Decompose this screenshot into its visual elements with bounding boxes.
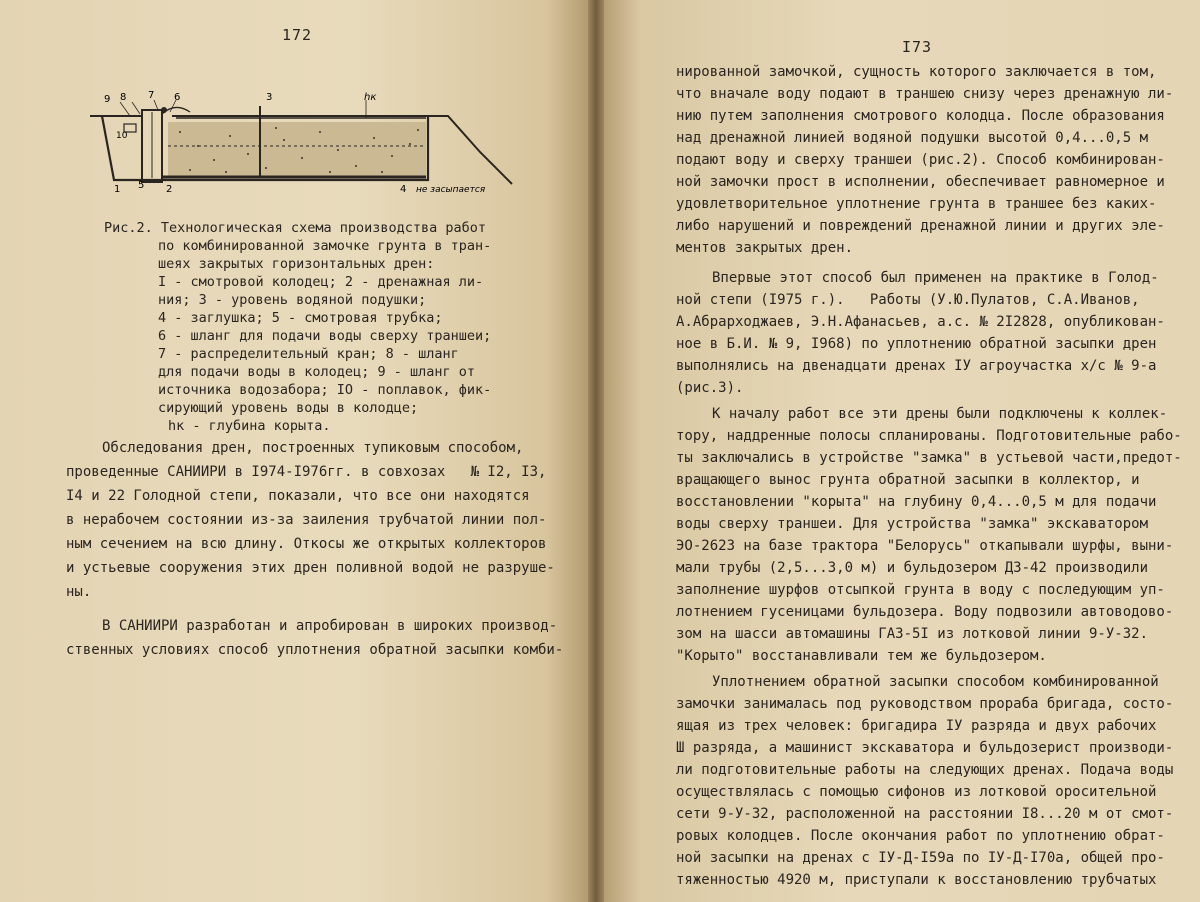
figure-label: 7	[148, 90, 155, 101]
text-line: ящая из трех человек: бригадира IУ разряда и двух рабочих	[676, 718, 1157, 734]
text-line: ментов закрытых дрен.	[676, 240, 854, 256]
caption-line: Рис.2. Технологическая схема производства работ	[104, 220, 487, 236]
text-line: и устьевые сооружения этих дрен поливной водой не разруше-	[66, 560, 555, 576]
figure-label: 9	[104, 94, 111, 105]
page-number: 172	[282, 26, 313, 44]
text-line: замочки занималась под руководством прораба бригада, состо-	[676, 696, 1174, 712]
text-line: ли подготовительные работы на следующих дренах. Подача воды	[676, 762, 1174, 778]
figure-label: 6	[174, 92, 181, 103]
text-line: нию путем заполнения смотрового колодца. После образования	[676, 108, 1165, 124]
text-line: в нерабочем состоянии из-за заиления трубчатой линии пол-	[66, 512, 547, 528]
text-line: воды сверху траншеи. Для устройства "замка" экскаватором	[676, 516, 1149, 532]
text-line: ное в Б.И. № 9, I968) по уплотнению обратной засыпки дрен	[676, 336, 1157, 352]
text-line: осуществлялась с помощью сифонов из лотковой оросительной	[676, 784, 1157, 800]
caption-line: ния; 3 - уровень водяной подушки;	[158, 292, 427, 308]
text-line: "Корыто" восстанавливали тем же бульдозером.	[676, 648, 1047, 664]
figure-label: 2	[166, 184, 173, 195]
text-line: сети 9-У-32, расположенной на расстоянии I8...20 м от смот-	[676, 806, 1174, 822]
figure-label: hк	[364, 92, 377, 103]
caption-line: сирующий уровень воды в колодце;	[158, 400, 419, 416]
right-page	[604, 0, 1200, 902]
text-line: тяженностью 4920 м, приступали к восстановлению трубчатых	[676, 872, 1157, 888]
figure-label: 4	[400, 184, 407, 195]
text-line: Уплотнением обратной засыпки способом комбинированной	[712, 674, 1159, 690]
text-line: восстановлении "корыта" на глубину 0,4...0,5 м для подачи	[676, 494, 1157, 510]
figure-label: 8	[120, 92, 127, 103]
text-line: подают воду и сверху траншеи (рис.2). Способ комбинирован-	[676, 152, 1165, 168]
text-line: что вначале воду подают в траншею снизу через дренажную ли-	[676, 86, 1174, 102]
figure-label: 3	[266, 92, 273, 103]
text-line: нированной замочкой, сущность которого заключается в том,	[676, 64, 1157, 80]
text-line: К началу работ все эти дрены были подключены к коллек-	[712, 406, 1168, 422]
text-line: ЭО-2623 на базе трактора "Белорусь" откапывали шурфы, выни-	[676, 538, 1174, 554]
text-line: ной засыпки на дренах с IУ-Д-I59а по IУ-Д-I70а, общей про-	[676, 850, 1165, 866]
caption-line: для подачи воды в колодец; 9 - шланг от	[158, 364, 475, 380]
text-line: В САНИИРИ разработан и апробирован в широких производ-	[102, 618, 558, 634]
text-line: ты заключались в устройстве "замка" в устьевой части,предот-	[676, 450, 1182, 466]
caption-line: I - смотровой колодец; 2 - дренажная ли-	[158, 274, 484, 290]
text-line: лотнением гусеницами бульдозера. Воду подвозили автоводово-	[676, 604, 1174, 620]
text-line: ным сечением на всю длину. Откосы же открытых коллекторов	[66, 536, 547, 552]
backfill-soil	[168, 122, 426, 178]
caption-line: 7 - распределительный кран; 8 - шланг	[158, 346, 459, 362]
text-line: ной степи (I975 г.). Работы (У.Ю.Пулатов, С.А.Иванов,	[676, 292, 1140, 308]
left-page	[0, 0, 588, 902]
text-line: ны.	[66, 584, 92, 600]
figure-label: 5	[138, 180, 145, 191]
page-number: I73	[902, 38, 933, 56]
figure-label: 1	[114, 184, 121, 195]
caption-line: 6 - шланг для подачи воды сверху траншеи;	[158, 328, 492, 344]
text-line: ной замочки прост в исполнении, обеспечивает равномерное и	[676, 174, 1165, 190]
caption-line: по комбинированной замочке грунта в тран-	[158, 238, 492, 254]
text-line: (рис.3).	[676, 380, 744, 396]
text-line: ственных условиях способ уплотнения обратной засыпки комби-	[66, 642, 564, 658]
text-line: либо нарушений и повреждений дренажной линии и других эле-	[676, 218, 1165, 234]
text-line: заполнение шурфов отсыпкой грунта в воду с последующим уп-	[676, 582, 1165, 598]
text-line: зом на шасси автомашины ГАЗ-5I из лотковой линии 9-У-32.	[676, 626, 1149, 642]
caption-line: источника водозабора; IO - поплавок, фик-	[158, 382, 492, 398]
text-line: выполнялись на двенадцати дренах IУ агроучастка х/с № 9-а	[676, 358, 1157, 374]
text-line: проведенные САНИИРИ в I974-I976гг. в совхозах № I2, I3,	[66, 464, 547, 480]
text-line: вращающего вынос грунта обратной засыпки в коллектор, и	[676, 472, 1140, 488]
text-line: А.Абрарходжаев, Э.Н.Афанасьев, а.с. № 2I2828, опубликован-	[676, 314, 1165, 330]
text-line: удовлетворительное уплотнение грунта в траншее без каких-	[676, 196, 1157, 212]
text-line: тору, наддренные полосы спланированы. Подготовительные рабо-	[676, 428, 1182, 444]
caption-line: hк - глубина корыта.	[168, 418, 331, 434]
text-line: I4 и 22 Голодной степи, показали, что все они находятся	[66, 488, 530, 504]
text-line: Впервые этот способ был применен на практике в Голод-	[712, 270, 1159, 286]
caption-line: шеях закрытых горизонтальных дрен:	[158, 256, 435, 272]
book-gutter	[588, 0, 604, 902]
text-line: Ш разряда, а машинист экскаватора и бульдозерист производи-	[676, 740, 1174, 756]
text-line: мали трубы (2,5...3,0 м) и бульдозером ДЗ-42 производили	[676, 560, 1149, 576]
text-line: над дренажной линией водяной подушки высотой 0,4...0,5 м	[676, 130, 1149, 146]
figure-label: 10	[116, 131, 128, 141]
text-line: Обследования дрен, построенных тупиковым способом,	[102, 440, 524, 456]
caption-line: 4 - заглушка; 5 - смотровая трубка;	[158, 310, 443, 326]
technology-scheme-figure	[80, 88, 520, 198]
figure-label: не засыпается	[416, 185, 486, 195]
text-line: ровых колодцев. После окончания работ по уплотнению обрат-	[676, 828, 1165, 844]
distribution-tap	[161, 107, 167, 113]
